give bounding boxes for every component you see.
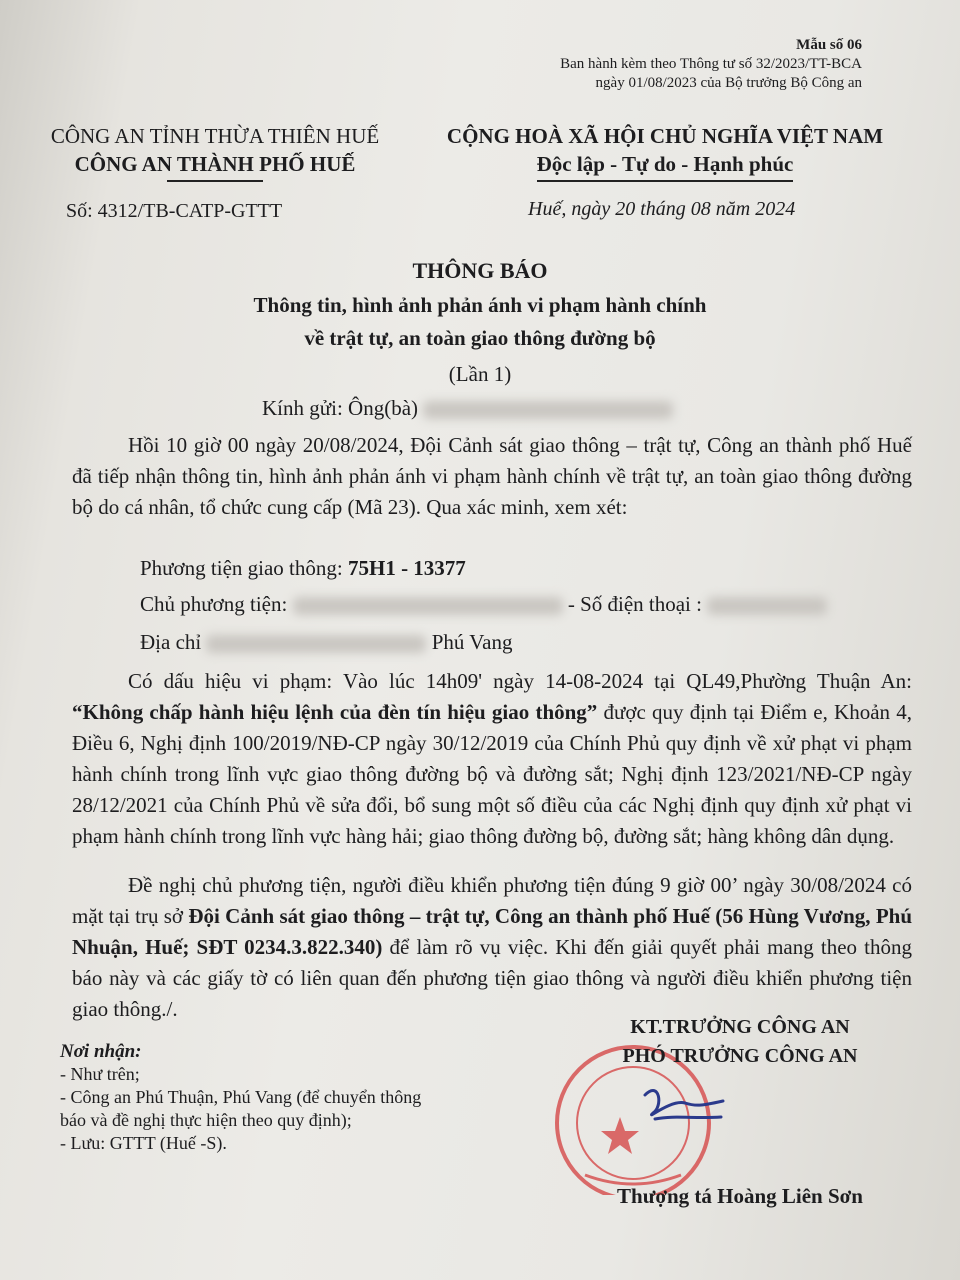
address-label: Địa chỉ — [140, 630, 202, 654]
owner-label: Chủ phương tiện: — [140, 592, 288, 616]
redacted-phone — [707, 597, 827, 615]
agency-underline — [167, 180, 263, 182]
greeting-line — [262, 396, 673, 421]
redacted-address — [206, 635, 426, 653]
recipient-item: - Lưu: GTTT (Huế -S). — [60, 1133, 227, 1153]
notice-title: THÔNG BÁO — [412, 258, 548, 283]
form-reference — [560, 36, 862, 93]
recipients-block — [60, 1040, 421, 1155]
form-issued-date: ngày 01/08/2023 của Bộ trưởng Bộ Công an — [595, 75, 862, 91]
vehicle-plate: 75H1 - 13377 — [347, 556, 466, 580]
phone-label: - Số điện thoại : — [567, 592, 702, 616]
agency-parent: CÔNG AN TỈNH THỪA THIÊN HUẾ — [50, 124, 380, 148]
redacted-owner — [293, 597, 563, 615]
violation-paragraph — [72, 666, 912, 852]
signature-title-1: KT.TRƯỞNG CÔNG AN — [630, 1016, 850, 1038]
vehicle-label: Phương tiện giao thông: — [140, 556, 348, 580]
notice-subtitle-2: về trật tự, an toàn giao thông đường bộ — [304, 326, 656, 350]
national-name: CỘNG HOÀ XÃ HỘI CHỦ NGHĨA VIỆT NAM — [446, 124, 884, 148]
recipient-item: - Công an Phú Thuận, Phú Vang (để chuyển thông — [60, 1087, 422, 1107]
request-prefix: Đề nghị chủ phương tiện, người điều khiển phương tiện đúng 9 giờ 00’ ngày 30/08/2024 có mặt tại trụ sở — [72, 873, 912, 928]
national-motto: Độc lập - Tự do - Hạnh phúc — [537, 150, 794, 182]
recipient-item: - Như trên; — [60, 1064, 140, 1084]
violation-behavior: “Không chấp hành hiệu lệnh của đèn tín hiệu giao thông” — [72, 700, 598, 724]
violation-prefix: Có dấu hiệu vi phạm: Vào lúc 14h09' ngày 14-08-2024 tại QL49,Phường Thuận An: — [128, 669, 912, 693]
form-issued-with: Ban hành kèm theo Thông tư số 32/2023/TT-BCA — [560, 56, 862, 72]
agency-header — [30, 122, 400, 182]
notice-attempt: (Lần 1) — [448, 362, 512, 386]
vehicle-line — [140, 556, 466, 581]
national-header — [410, 122, 920, 182]
greeting-label: Kính gửi: Ông(bà) — [262, 396, 419, 420]
address-tail: Phú Vang — [431, 630, 513, 654]
owner-line — [140, 592, 827, 617]
place-date: Huế, ngày 20 tháng 08 năm 2024 — [528, 198, 796, 220]
form-number: Mẫu số 06 — [796, 37, 862, 53]
agency-name: CÔNG AN THÀNH PHỐ HUẾ — [74, 152, 356, 176]
recipients-heading: Nơi nhận: — [60, 1041, 142, 1062]
redacted-name — [423, 401, 673, 419]
address-line — [140, 630, 512, 655]
recipient-item: báo và đề nghị thực hiện theo quy định); — [60, 1110, 352, 1130]
signature-block — [560, 1013, 920, 1071]
handwritten-signature-icon — [645, 1091, 723, 1119]
signer-name: Thượng tá Hoàng Liên Sơn — [617, 1184, 863, 1208]
signature-title-2: PHÓ TRƯỞNG CÔNG AN — [622, 1045, 858, 1067]
violation-suffix: được quy định tại Điểm e, Khoản 4, Điều 6, Nghị định 100/2019/NĐ-CP ngày 30/12/2019 của Chính Phủ quy định về xử phạt vi phạm hành chính trong lĩnh vực giao thông đường bộ và đường sắt; Nghị định 123/2021/NĐ-CP ngày 28/12/2021 của Chính Phủ về sửa đổi, bổ sung một số điều của các Nghị định quy định xử phạt vi phạm hành chính trong lĩnh vực hàng hải; giao thông đường bộ, đường sắt; hàng không dân dụng. — [72, 700, 912, 848]
intro-paragraph: Hồi 10 giờ 00 ngày 20/08/2024, Đội Cảnh sát giao thông – trật tự, Công an thành phố Huế đã tiếp nhận thông tin, hình ảnh phản ánh vi phạm hành chính về trật tự, an toàn giao thông đường bộ do cá nhân, tổ chức cung cấp (Mã 23). Qua xác minh, xem xét: — [72, 433, 912, 519]
request-suffix: để làm rõ vụ việc. Khi đến giải quyết phải mang theo thông báo này và các giấy tờ có liên quan đến phương tiện giao thông và người điều khiển phương tiện giao thông./. — [72, 935, 913, 1021]
notice-subtitle-1: Thông tin, hình ảnh phản ánh vi phạm hành chính — [253, 293, 707, 317]
document-number: Số: 4312/TB-CATP-GTTT — [66, 200, 283, 222]
request-paragraph — [72, 870, 912, 1025]
request-place: Đội Cảnh sát giao thông – trật tự, Công an thành phố Huế (56 Hùng Vương, Phú Nhuận, Huế; SĐT 0234.3.822.340) — [72, 904, 913, 959]
